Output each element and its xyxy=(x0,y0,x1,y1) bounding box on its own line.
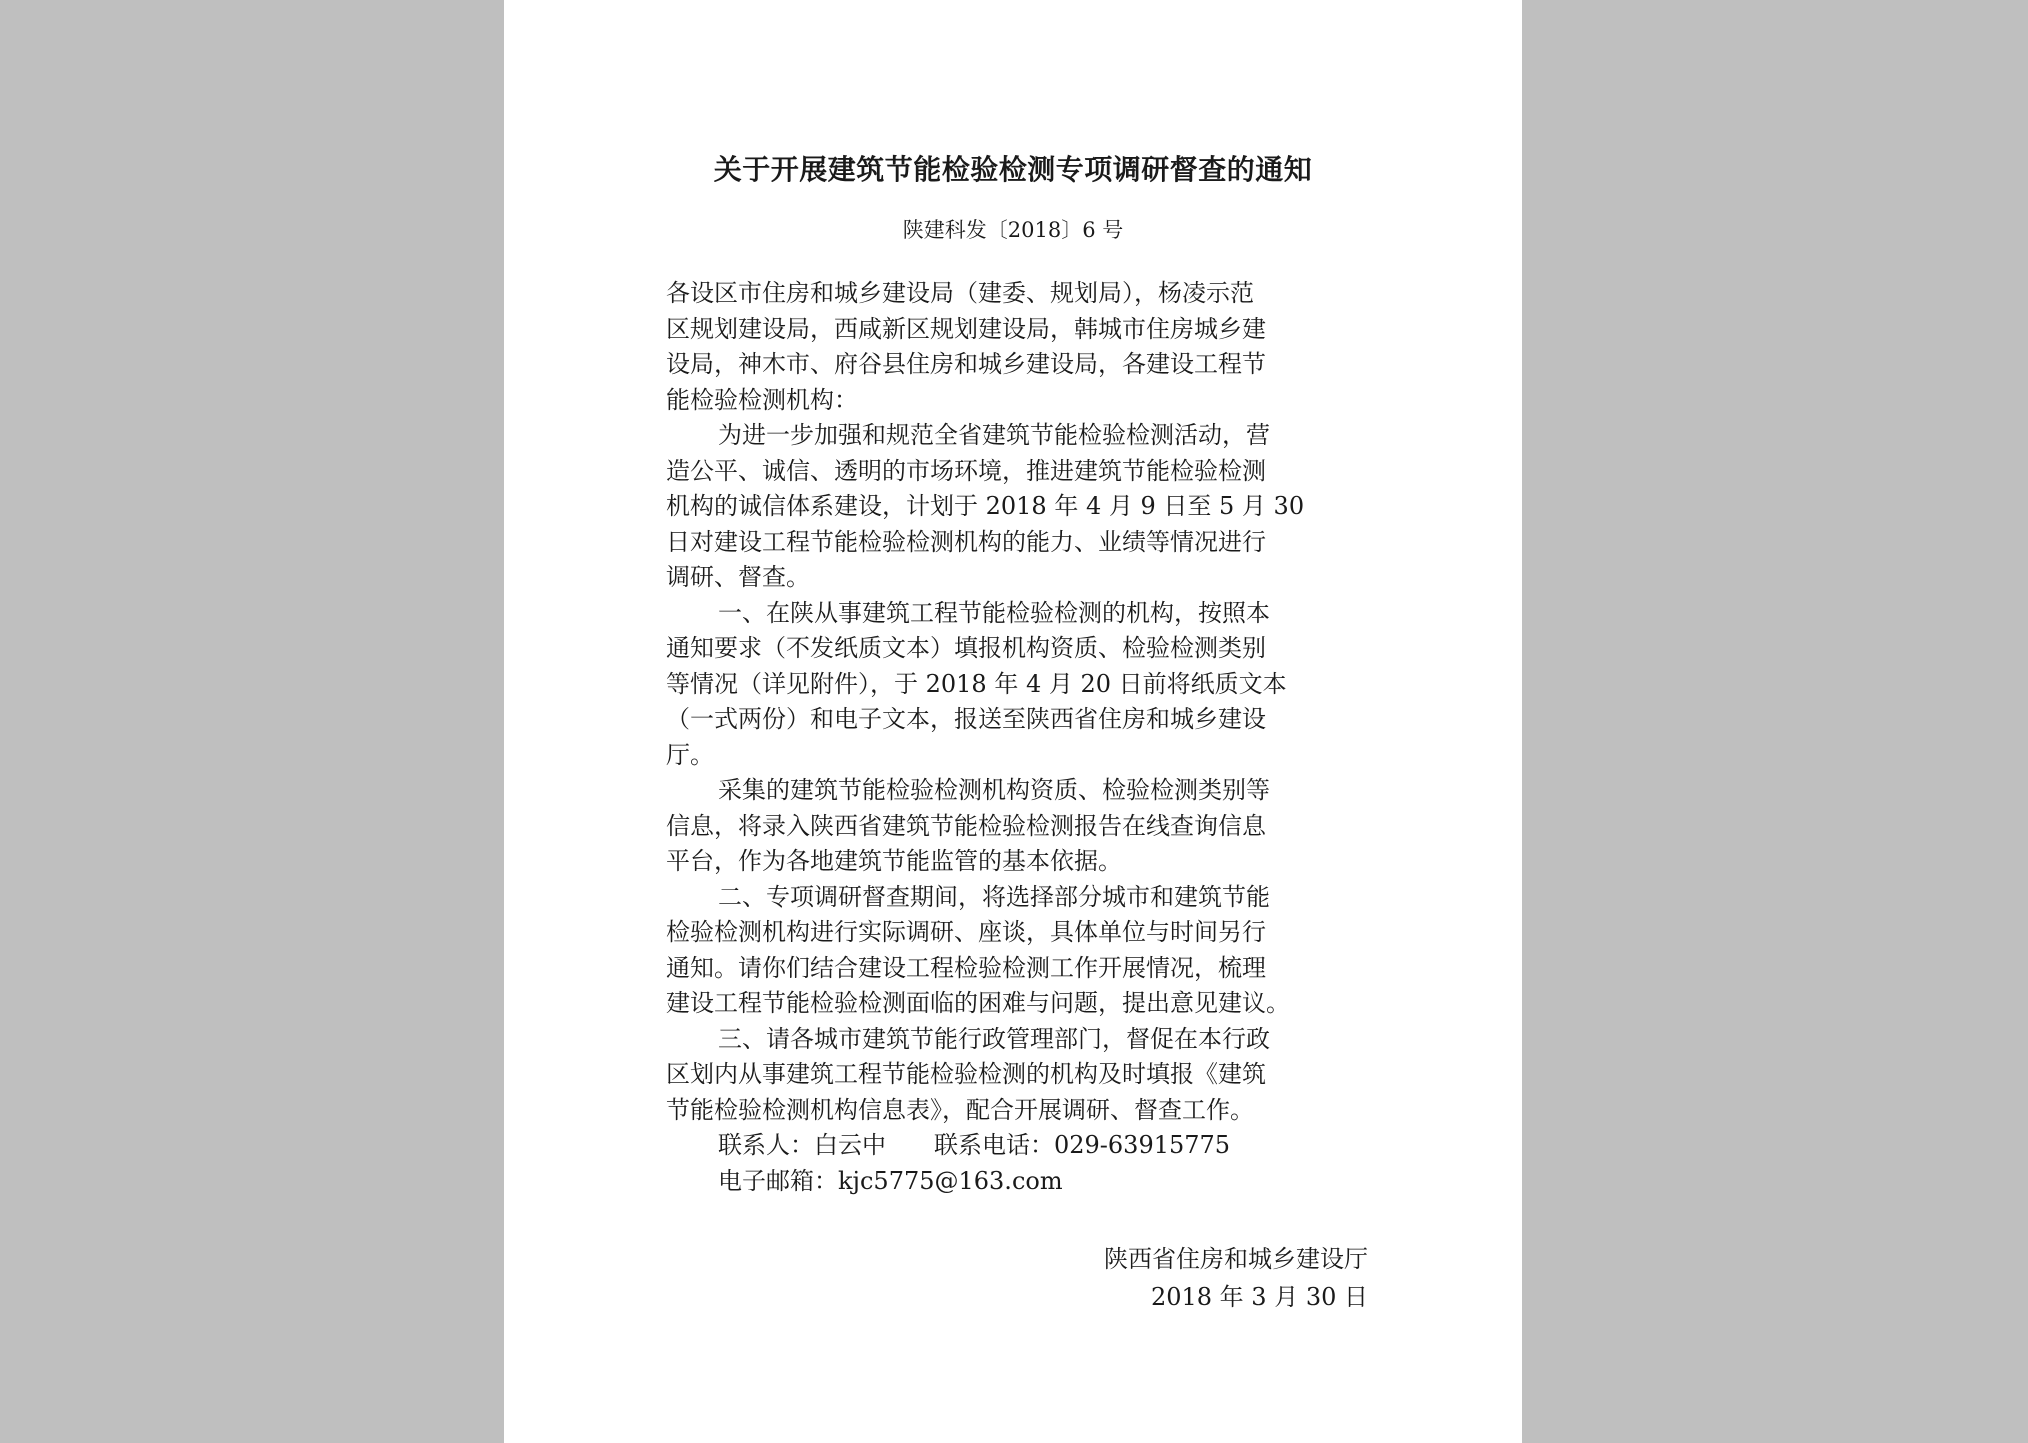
contact-line: 联系人：白云中 联系电话：029-63915775 xyxy=(718,1131,1231,1159)
addressee-line: 设局，神木市、府谷县住房和城乡建设局，各建设工程节 xyxy=(666,350,1266,378)
paragraph-line: 一、在陕从事建筑工程节能检验检测的机构，按照本 xyxy=(718,598,1270,627)
paragraph-line: 区划内从事建筑工程节能检验检测的机构及时填报《建筑 xyxy=(666,1060,1266,1088)
paragraph-line: 厅。 xyxy=(666,740,714,769)
paragraph-line: 采集的建筑节能检验检测机构资质、检验检测类别等 xyxy=(718,776,1270,804)
addressee-line: 区规划建设局，西咸新区规划建设局，韩城市住房城乡建 xyxy=(666,314,1266,343)
paragraph-line: 调研、督查。 xyxy=(666,563,810,591)
addressee-line: 能检验检测机构： xyxy=(666,385,858,414)
paragraph-line: 等情况（详见附件），于 2018 年 4 月 20 日前将纸质文本 xyxy=(666,669,1287,698)
paragraph-line: （一式两份）和电子文本，报送至陕西省住房和城乡建设 xyxy=(666,705,1266,733)
paragraph-line: 日对建设工程节能检验检测机构的能力、业绩等情况进行 xyxy=(666,527,1266,556)
paragraph-line: 平台，作为各地建筑节能监管的基本依据。 xyxy=(666,847,1122,875)
paragraph-line: 检验检测机构进行实际调研、座谈，具体单位与时间另行 xyxy=(666,918,1266,946)
addressee-line: 各设区市住房和城乡建设局（建委、规划局），杨凌示范 xyxy=(666,279,1254,307)
paragraph-line: 三、请各城市建筑节能行政管理部门，督促在本行政 xyxy=(718,1024,1270,1053)
paragraph-line: 机构的诚信体系建设，计划于 2018 年 4 月 9 日至 5 月 30 xyxy=(666,492,1305,520)
paragraph-line: 为进一步加强和规范全省建筑节能检验检测活动，营 xyxy=(718,421,1270,449)
paragraph-line: 通知要求（不发纸质文本）填报机构资质、检验检测类别 xyxy=(666,634,1266,662)
paragraph-line: 通知。请你们结合建设工程检验检测工作开展情况，梳理 xyxy=(666,953,1266,982)
document-body xyxy=(666,276,1366,1199)
paragraph-line: 造公平、诚信、透明的市场环境，推进建筑节能检验检测 xyxy=(666,456,1266,485)
email-line: 电子邮箱：kjc5775@163.com xyxy=(718,1166,1063,1195)
document-page xyxy=(504,0,1522,1443)
paragraph-line: 信息，将录入陕西省建筑节能检验检测报告在线查询信息 xyxy=(666,811,1266,840)
signature-block xyxy=(1104,1240,1368,1316)
document-number: 陕建科发〔2018〕6 号 xyxy=(902,218,1124,242)
issuing-org: 陕西省住房和城乡建设厅 xyxy=(1104,1245,1368,1273)
paragraph-line: 建设工程节能检验检测面临的困难与问题，提出意见建议。 xyxy=(666,989,1290,1017)
document-title: 关于开展建筑节能检验检测专项调研督查的通知 xyxy=(713,153,1313,186)
paragraph-line: 二、专项调研督查期间，将选择部分城市和建筑节能 xyxy=(718,882,1270,911)
issue-date: 2018 年 3 月 30 日 xyxy=(1150,1283,1368,1311)
paragraph-line: 节能检验检测机构信息表》，配合开展调研、督查工作。 xyxy=(666,1095,1254,1124)
